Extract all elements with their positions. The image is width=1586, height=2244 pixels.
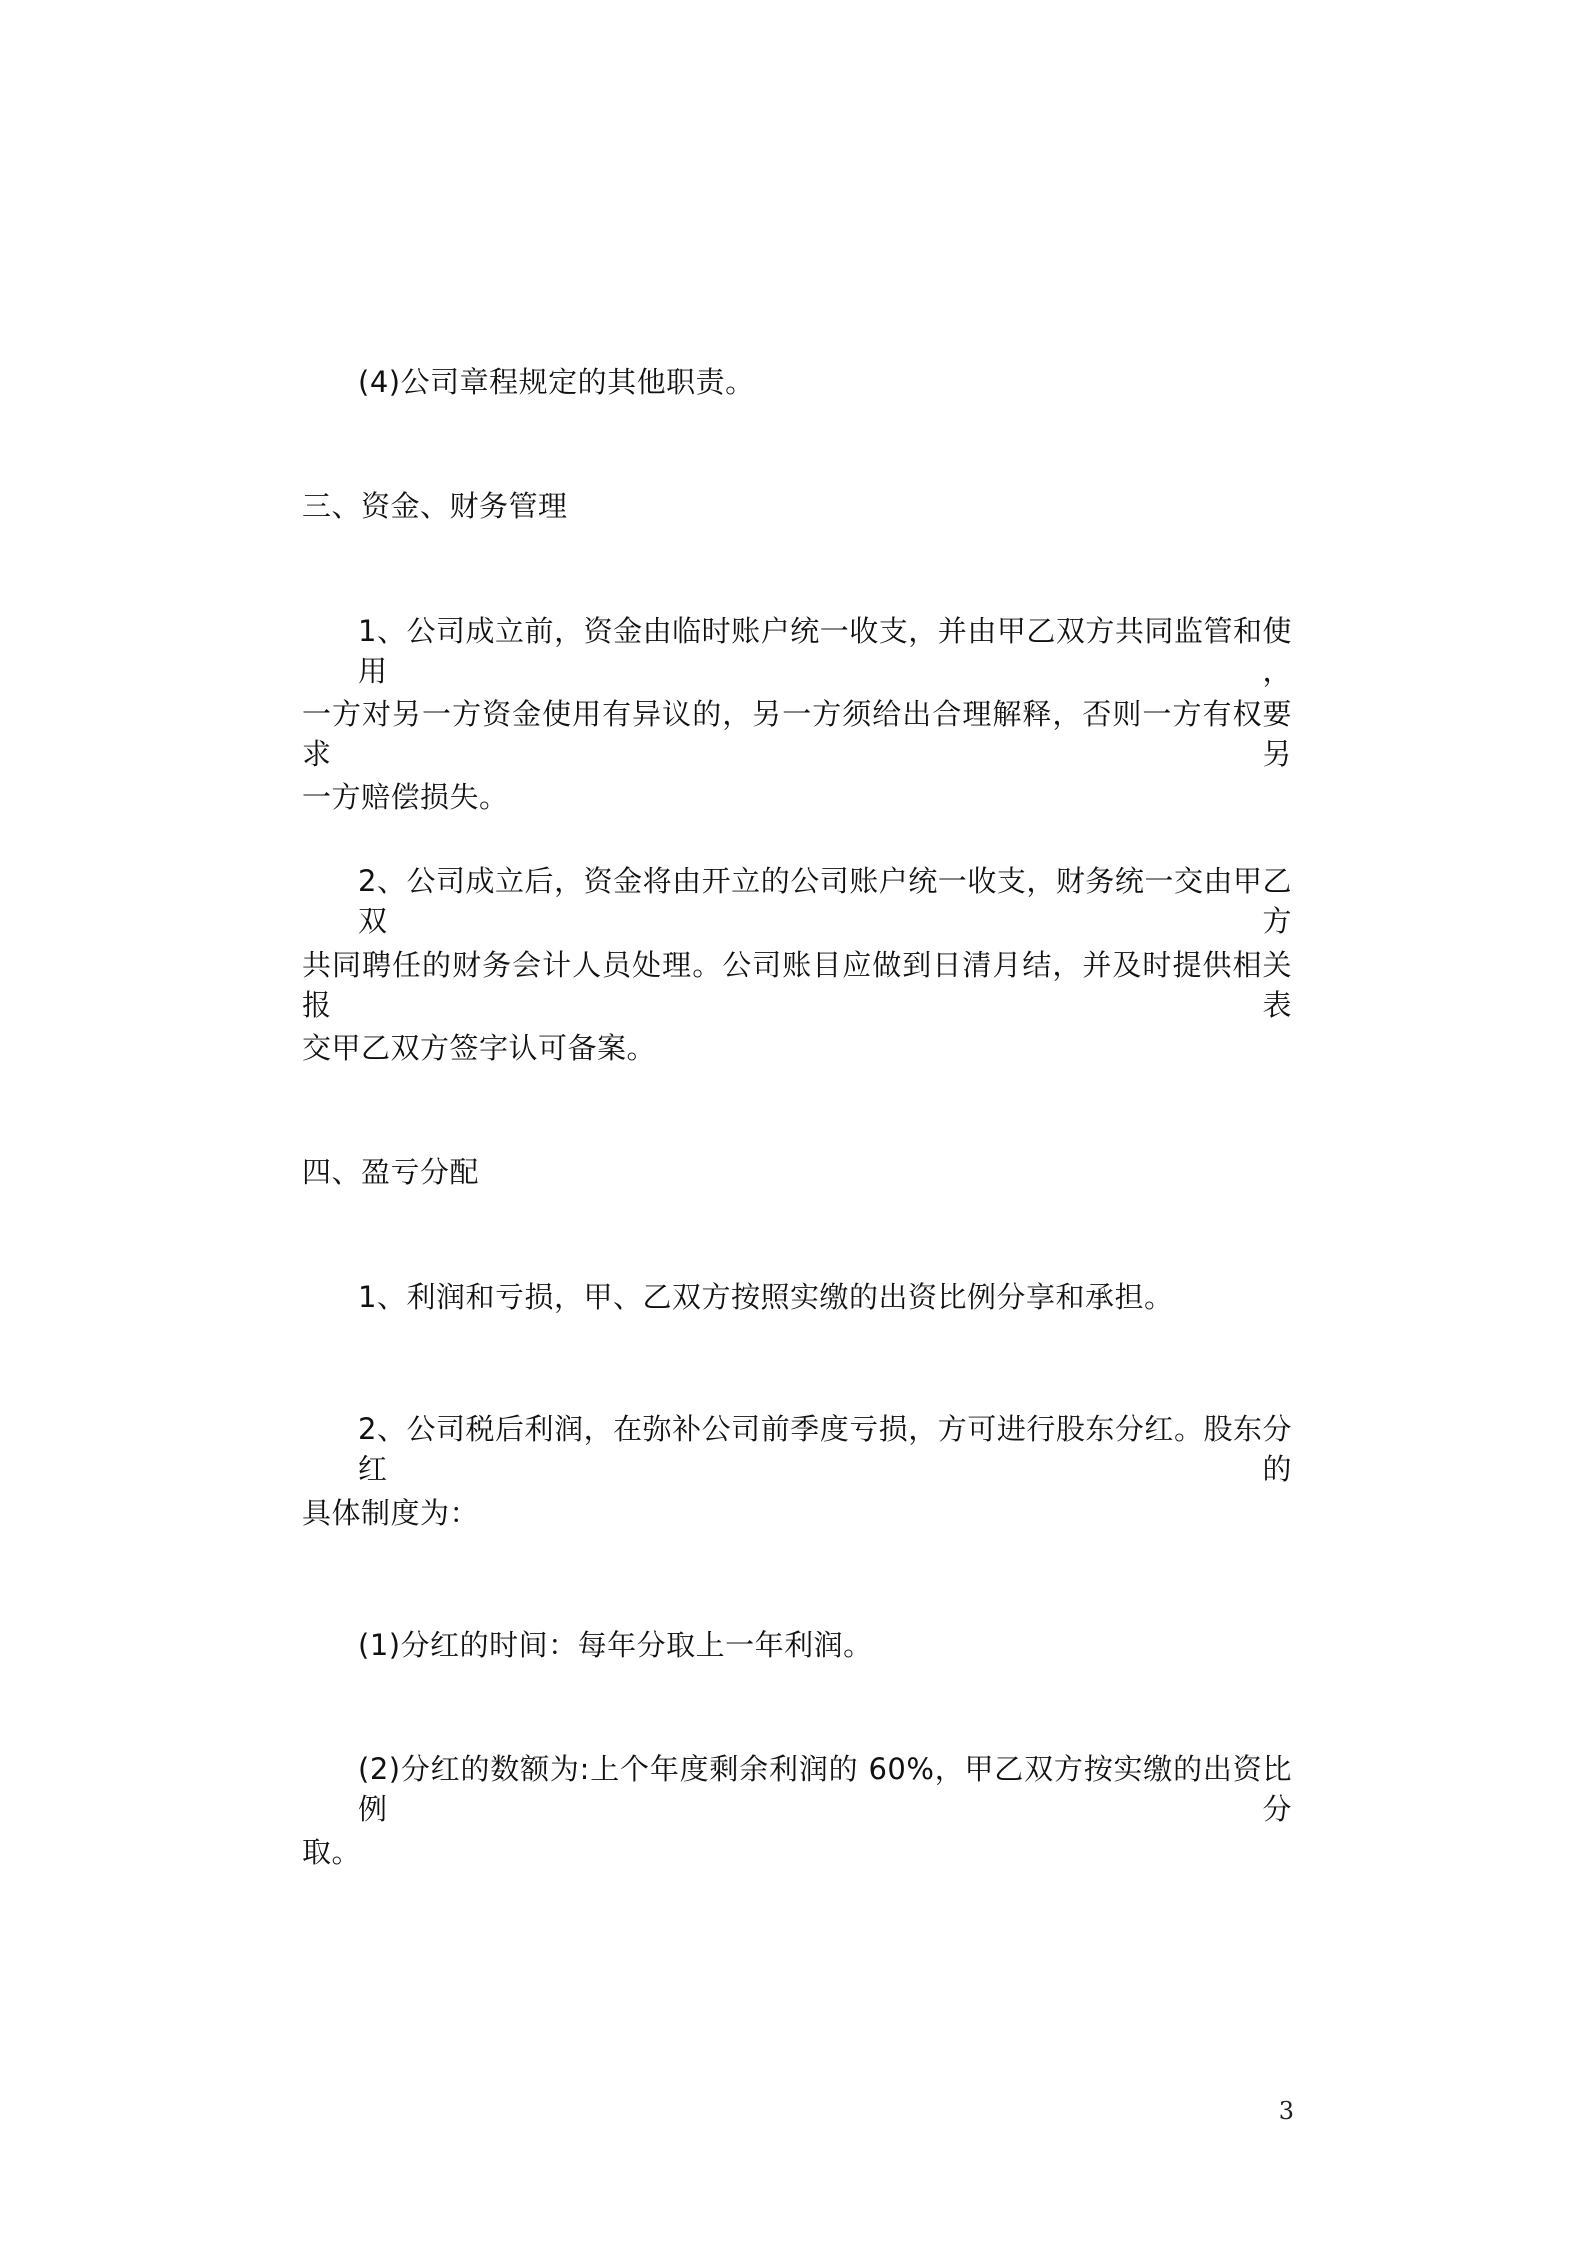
paragraph-line: 1、利润和亏损，甲、乙双方按照实缴的出资比例分享和承担。 [358,1280,1174,1314]
paragraph-line: 一方赔偿损失。 [302,780,509,814]
clause-item-dividend-amount: (2)分红的数额为:上个年度剩余利润的 60%，甲乙双方按实缴的出资比例分 [358,1752,1292,1826]
page-number: 3 [1278,2097,1294,2125]
paragraph-line: 一方对另一方资金使用有异议的，另一方须给出合理解释，否则一方有权要求另 [302,697,1292,771]
paragraph-line: 共同聘任的财务会计人员处理。公司账目应做到日清月结，并及时提供相关报表 [302,948,1292,1022]
paragraph-line: 2、公司税后利润，在弥补公司前季度亏损，方可进行股东分红。股东分红的 [358,1412,1292,1486]
paragraph-line: 取。 [302,1835,362,1869]
paragraph-line: 2、公司成立后，资金将由开立的公司账户统一收支，财务统一交由甲乙双方 [358,864,1292,938]
clause-item-dividend-time: (1)分红的时间：每年分取上一年利润。 [358,1628,873,1662]
section-heading-profit-loss: 四、盈亏分配 [302,1155,480,1189]
paragraph-line: 交甲乙双方签字认可备案。 [302,1031,657,1065]
paragraph-line: 1、公司成立前，资金由临时账户统一收支，并由甲乙双方共同监管和使用， [358,614,1292,688]
paragraph-line: 具体制度为： [302,1496,480,1530]
section-heading-funds-finance: 三、资金、财务管理 [302,489,568,523]
clause-item-4-duties: (4)公司章程规定的其他职责。 [358,365,755,399]
